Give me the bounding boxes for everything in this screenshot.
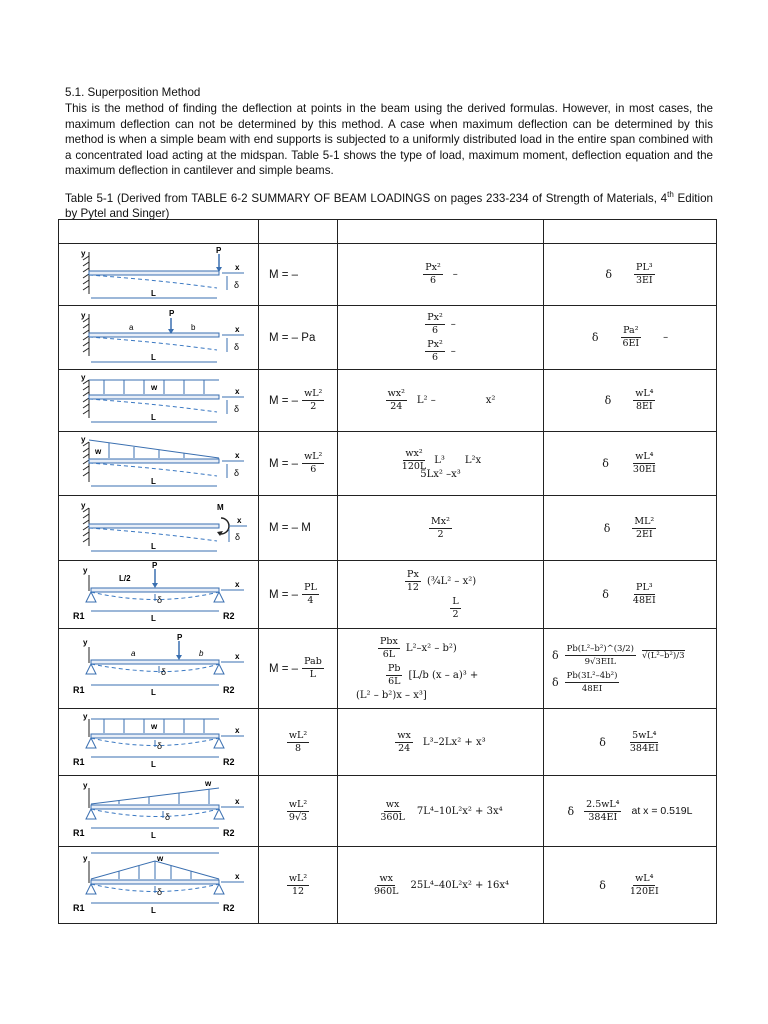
table-row [59, 709, 717, 776]
svg-text:δ: δ [161, 667, 167, 677]
svg-text:L: L [151, 614, 156, 623]
moment-cell: M = – $\frac{PL}{4}$ [269, 582, 317, 606]
svg-text:b: b [191, 323, 196, 332]
moment-cell: M = – $\frac{\text{wL²}}{2}$ [269, 388, 323, 412]
cantilever-uniform-load-diagram [59, 370, 258, 431]
svg-text:R1: R1 [73, 611, 85, 621]
equation-cell: $\frac{\text{wx²}}{24}$ L² – x² [387, 388, 496, 412]
svg-text:a: a [131, 649, 136, 658]
section-heading: 5.1. Superposition Method [65, 86, 201, 99]
max-deflection-cell: δ $\frac{\text{wL⁴}}{120EI}$ [599, 872, 659, 897]
svg-text:y: y [83, 854, 88, 863]
svg-text:R1: R1 [73, 903, 85, 913]
moment-cell: M = – Pa [269, 331, 316, 344]
max-deflection-cell: δ $\frac{\text{PL³}}{48EI}$ [602, 582, 656, 606]
cantilever-end-moment-diagram [59, 496, 258, 560]
svg-text:δ: δ [157, 887, 163, 897]
svg-text:x: x [235, 652, 240, 661]
max-deflection-cell: δ $\frac{\text{2.5wL⁴}}{384EI}$ at x = 0.519L [567, 798, 693, 823]
max-deflection-cell: δ $\frac{\text{Pb(L²–b²)\textasciicircum{}(3/2)}}{\text{9√3EIL}}$ √(L²–b²)/3 δ $\frac{\text{Pb(3L²–4b²)}}{48EI}$ [552, 643, 685, 694]
svg-text:x: x [235, 580, 240, 589]
table-row [59, 847, 717, 924]
simple-beam-triangular-load-diagram [59, 776, 258, 846]
table-row [59, 776, 717, 847]
svg-text:R1: R1 [73, 828, 85, 838]
svg-text:y: y [81, 311, 86, 320]
svg-text:x: x [235, 325, 240, 334]
svg-text:x: x [237, 516, 242, 525]
svg-text:R1: R1 [73, 757, 85, 767]
svg-text:x: x [235, 726, 240, 735]
simple-beam-uniform-load-diagram [59, 709, 258, 775]
max-deflection-cell: δ $\frac{\text{ML²}}{2EI}$ [603, 515, 655, 540]
svg-text:a: a [129, 323, 134, 332]
svg-text:L: L [151, 688, 156, 697]
svg-text:δ: δ [234, 342, 240, 352]
svg-text:δ: δ [165, 812, 171, 822]
svg-text:y: y [83, 712, 88, 721]
svg-text:P: P [177, 633, 183, 642]
equation-cell: $\frac{\text{wx²}}{120L}$ L³ L²x 5Lx² –x³ [401, 447, 482, 480]
cantilever-end-load-diagram [59, 244, 258, 305]
svg-text:x: x [235, 797, 240, 806]
svg-text:y: y [81, 373, 86, 382]
moment-cell: M = – $\frac{\text{Pab}}{L}$ [269, 656, 322, 680]
svg-text:y: y [83, 566, 88, 575]
svg-text:R2: R2 [223, 685, 235, 695]
svg-text:δ: δ [234, 280, 240, 290]
moment-cell: $\frac{\text{wL²}}{9√3}$ [288, 798, 308, 823]
svg-text:P: P [169, 309, 175, 318]
moment-cell: M = – M [269, 522, 311, 534]
table-row [59, 244, 717, 306]
svg-text:y: y [81, 501, 86, 510]
svg-text:L: L [151, 413, 156, 422]
cantilever-intermediate-load-diagram [59, 306, 258, 369]
equation-cell: $\frac{wx}{360L}$ 7L⁴–10L²x² + 3x⁴ [380, 798, 503, 823]
svg-text:y: y [81, 249, 86, 258]
svg-text:P: P [216, 246, 222, 255]
simple-beam-symmetric-triangular-load-diagram [59, 847, 258, 923]
moment-cell: M = – [269, 268, 299, 281]
svg-text:w: w [157, 854, 164, 863]
svg-text:δ: δ [235, 532, 241, 542]
max-deflection-cell: δ $\frac{\text{5wL⁴}}{384EI}$ [599, 729, 659, 754]
svg-text:b: b [199, 649, 204, 658]
moment-cell: M = – $\frac{\text{wL²}}{6}$ [269, 451, 323, 475]
svg-text:δ: δ [157, 595, 163, 605]
svg-text:δ: δ [234, 468, 240, 478]
svg-text:y: y [83, 781, 88, 790]
table-row [59, 432, 717, 496]
svg-text:w: w [205, 779, 212, 788]
equation-cell: $\frac{\text{Mx²}}{2}$ [431, 515, 450, 540]
svg-text:R2: R2 [223, 611, 235, 621]
table-row [59, 561, 717, 629]
equation-cell: $\frac{\text{Px²}}{6}$ – [425, 262, 458, 286]
svg-text:L: L [151, 906, 156, 915]
svg-text:x: x [235, 387, 240, 396]
table-header-row [59, 220, 717, 244]
table-row [59, 306, 717, 370]
svg-text:w: w [151, 383, 158, 392]
max-deflection-cell: δ $\frac{\text{wL⁴}}{30EI}$ [602, 451, 656, 475]
moment-cell: $\frac{\text{wL²}}{12}$ [288, 872, 308, 897]
svg-text:x: x [235, 263, 240, 272]
table-row [59, 496, 717, 561]
svg-text:y: y [83, 638, 88, 647]
equation-cell: $\frac{wx}{24}$ L³–2Lx² + x³ [397, 729, 486, 754]
svg-text:L: L [151, 831, 156, 840]
svg-text:M: M [217, 503, 224, 512]
equation-cell: $\frac{wx}{960L}$ 25L⁴–40L²x² + 16x⁴ [374, 872, 509, 897]
svg-text:L: L [151, 289, 156, 298]
svg-text:R2: R2 [223, 903, 235, 913]
svg-text:w: w [151, 722, 158, 731]
simple-beam-offset-load-diagram [59, 629, 258, 708]
svg-text:δ: δ [157, 741, 163, 751]
svg-text:R2: R2 [223, 828, 235, 838]
svg-text:R2: R2 [223, 757, 235, 767]
table-row [59, 370, 717, 432]
svg-text:L: L [151, 353, 156, 362]
max-deflection-cell: δ $\frac{\text{wL⁴}}{8EI}$ [604, 388, 654, 412]
svg-text:L/2: L/2 [119, 574, 131, 583]
svg-text:y: y [81, 435, 86, 444]
intro-paragraph: This is the method of finding the deflection at points in the beam using the derived formulas. However, in most cases, the maximum deflection can not be determined by this method. A case when maximum deflection can be determined by this method is when a simple beam with end supports is subjected to a uniformly distributed load in the entire span combined with a concentrated load acting at the midspan. Table 5-1 shows the type of load, maximum moment, deflection equation and the maximum deflection in cantilever and simple beams. [65, 102, 713, 178]
simple-beam-midspan-load-diagram [59, 561, 258, 628]
beam-loadings-table [58, 219, 717, 924]
svg-text:L: L [151, 542, 156, 551]
svg-text:L: L [151, 477, 156, 486]
table-row [59, 629, 717, 709]
svg-text:L: L [151, 760, 156, 769]
max-deflection-cell: δ $\frac{\text{Pa²}}{6EI}$ – [591, 325, 669, 349]
svg-text:δ: δ [234, 404, 240, 414]
equation-cell: $\frac{\text{Px²}}{6}$ – $\frac{\text{Px²}}{6}$ – [427, 311, 456, 363]
svg-text:P: P [152, 561, 158, 570]
max-deflection-cell: δ $\frac{\text{PL³}}{3EI}$ [605, 262, 653, 286]
table-caption: Table 5-1 (Derived from TABLE 6-2 SUMMARY OF BEAM LOADINGS on pages 233-234 of Strength of Materials, 4th Edition by Pytel and Singer) [65, 190, 713, 221]
svg-text:x: x [235, 451, 240, 460]
svg-text:R1: R1 [73, 685, 85, 695]
svg-text:x: x [235, 872, 240, 881]
moment-cell: $\frac{\text{wL²}}{8}$ [288, 729, 308, 754]
equation-cell: $\frac{Px}{12}$ (¾L² – x²) $\frac{L}{2}$ [406, 568, 477, 620]
svg-text:w: w [95, 447, 102, 456]
equation-cell: $\frac{\text{Pbx}}{6L}$ L²–x² – b²) $\frac{Pb}{6L}$ [L/b (x – a)³ + (L² – b²)x – x³] [356, 636, 479, 701]
cantilever-triangular-load-diagram [59, 432, 258, 495]
